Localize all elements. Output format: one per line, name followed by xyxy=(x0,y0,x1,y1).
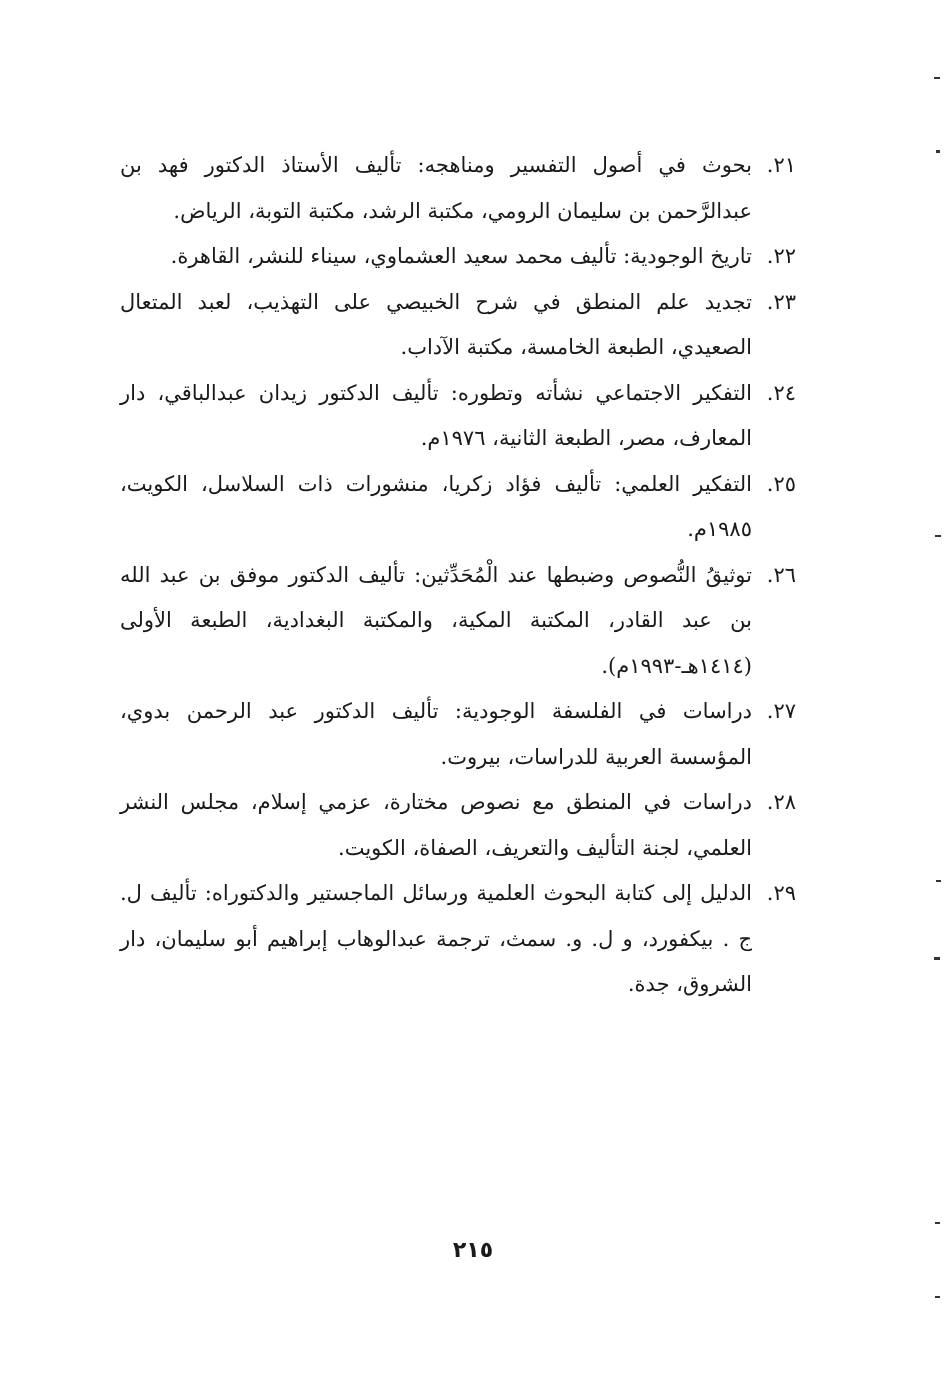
scan-mark xyxy=(934,957,940,960)
reference-text: تاريخ الوجودية: تأليف محمد سعيد العشماوي، سيناء للنشر، القاهرة. xyxy=(170,244,752,268)
reference-text: بحوث في أصول التفسير ومناهجه: تأليف الأستاذ الدكتور فهد بن عبدالرَّحمن بن سليمان الرومي، مكتبة الرشد، مكتبة التوبة، الرياض. xyxy=(120,153,752,223)
reference-number: ٢٣. xyxy=(766,289,796,314)
reference-item xyxy=(120,462,796,553)
reference-text: توثيقُ النُّصوص وضبطها عند الْمُحَدِّثين: تأليف الدكتور موفق بن عبد الله بن عبد القادر، المكتبة المكية، والمكتبة البغدادية، الطبعة الأولى (١٤١٤هـ-١٩٩٣م). xyxy=(120,562,752,678)
scan-mark xyxy=(935,1296,940,1298)
reference-text: تجديد علم المنطق في شرح الخبيصي على التهذيب، لعبد المتعال الصعيدي، الطبعة الخامسة، مكتبة الآداب. xyxy=(120,289,752,359)
scan-mark xyxy=(934,77,940,79)
reference-text: الدليل إلى كتابة البحوث العلمية ورسائل الماجستير والدكتوراه: تأليف ل. ج . بيكفورد، و ل. و. سمث، ترجمة عبدالوهاب إبراهيم أبو سليمان، دار الشروق، جدة. xyxy=(120,881,752,996)
reference-item xyxy=(120,143,796,234)
reference-item xyxy=(120,689,796,780)
reference-text: دراسات في المنطق مع نصوص مختارة، عزمي إسلام، مجلس النشر العلمي، لجنة التأليف والتعريف، الصفاة، الكويت. xyxy=(120,790,752,860)
reference-item xyxy=(120,871,796,1008)
reference-item xyxy=(120,280,796,371)
reference-item xyxy=(120,780,796,871)
reference-number: ٢٧. xyxy=(766,699,796,723)
scan-mark xyxy=(936,150,940,153)
reference-text: التفكير الاجتماعي نشأته وتطوره: تأليف الدكتور زيدان عبدالباقي، دار المعارف، مصر، الطبعة الثانية، ١٩٧٦م. xyxy=(120,380,752,450)
reference-text: التفكير العلمي: تأليف فؤاد زكريا، منشورات ذات السلاسل، الكويت، ١٩٨٥م. xyxy=(120,471,752,541)
reference-item xyxy=(120,371,796,462)
reference-number: ٢٨. xyxy=(766,790,796,814)
bibliography-list xyxy=(120,143,796,1008)
scan-mark xyxy=(935,535,941,537)
reference-item xyxy=(120,234,796,280)
reference-number: ٢٤. xyxy=(766,380,796,405)
reference-item xyxy=(120,553,796,690)
reference-number: ٢٢. xyxy=(766,244,796,268)
reference-number: ٢٩. xyxy=(766,881,796,905)
reference-number: ٢١. xyxy=(766,153,796,177)
scan-mark xyxy=(935,1222,940,1224)
scan-mark xyxy=(936,880,941,882)
reference-text: دراسات في الفلسفة الوجودية: تأليف الدكتور عبد الرحمن بدوي، المؤسسة العربية للدراسات، بيروت. xyxy=(120,699,752,769)
reference-number: ٢٥. xyxy=(766,471,796,496)
page-number: ٢١٥ xyxy=(452,1238,494,1263)
reference-number: ٢٦. xyxy=(766,562,796,587)
